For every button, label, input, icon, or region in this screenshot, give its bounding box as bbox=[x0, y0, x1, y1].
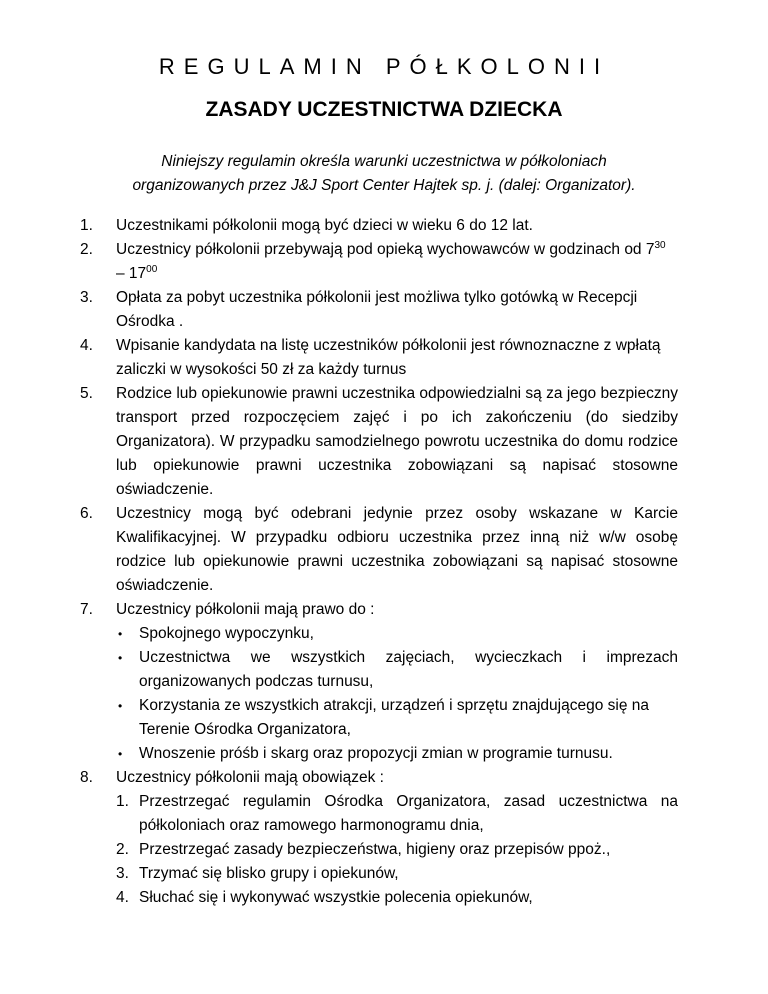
rule-item bbox=[0, 502, 678, 598]
duties-list bbox=[116, 790, 678, 910]
rules-list bbox=[0, 214, 678, 910]
time-dash: – 17 bbox=[116, 265, 147, 282]
duty-text: Słuchać się i wykonywać wszystkie polecenia opiekunów, bbox=[139, 889, 533, 906]
rule-number: 4. bbox=[80, 337, 93, 354]
rights-text: Uczestnictwa we wszystkich zajęciach, wycieczkach i imprezach organizowanych podczas turnusu, bbox=[139, 649, 678, 690]
rule-item bbox=[0, 286, 678, 334]
document-subtitle: ZASADY UCZESTNICTWA DZIECKA bbox=[205, 98, 563, 121]
rule-text: Uczestnicy mogą być odebrani jedynie przez osoby wskazane w Karcie Kwalifikacyjnej. W przypadku odbioru uczestnika przez inną niż w/w osobę rodzice lub opiekunowie prawni uczestnika zobowiązani są napisać stosowne oświadczenie. bbox=[116, 505, 678, 594]
rights-text: Spokojnego wypoczynku, bbox=[139, 625, 314, 642]
bullet-icon: • bbox=[118, 627, 123, 641]
duty-number: 1. bbox=[116, 793, 129, 810]
rule-item bbox=[0, 766, 678, 910]
time-superscript: 00 bbox=[146, 263, 158, 275]
bullet-icon: • bbox=[118, 699, 123, 713]
rights-text: Korzystania ze wszystkich atrakcji, urządzeń i sprzętu znajdującego się na Terenie Ośrodka Organizatora, bbox=[139, 697, 650, 738]
rule-item bbox=[0, 598, 678, 766]
duties-item bbox=[116, 790, 678, 838]
rule-text: Uczestnicy półkolonii przebywają pod opieką wychowawców w godzinach od 7 bbox=[116, 241, 655, 258]
rule-item bbox=[0, 382, 678, 502]
rule-text: Uczestnicy półkolonii mają prawo do : bbox=[116, 601, 375, 618]
bullet-icon: • bbox=[118, 747, 123, 761]
rule-text: Wpisanie kandydata na listę uczestników półkolonii jest równoznaczne z wpłatą zaliczki w wysokości 50 zł za każdy turnus bbox=[116, 337, 661, 378]
duties-item bbox=[116, 838, 678, 862]
duty-text: Przestrzegać regulamin Ośrodka Organizatora, zasad uczestnictwa na półkoloniach oraz ramowego harmonogramu dnia, bbox=[139, 793, 678, 834]
rights-item bbox=[116, 742, 678, 766]
rights-text: Wnoszenie próśb i skarg oraz propozycji zmian w programie turnusu. bbox=[139, 745, 613, 762]
rule-number: 2. bbox=[80, 241, 93, 258]
rule-text: Rodzice lub opiekunowie prawni uczestnika odpowiedzialni są za jego bezpieczny transport przed rozpoczęciem zajęć i po ich zakończeniu (do siedziby Organizatora). W przypadku samodzielnego powrotu uczestnika do domu rodzice lub opiekunowie prawni uczestnika zobowiązani są napisać stosowne oświadczenie. bbox=[116, 385, 678, 498]
rule-text: Opłata za pobyt uczestnika półkolonii jest możliwa tylko gotówką w Recepcji Ośrodka . bbox=[116, 289, 638, 330]
duty-number: 3. bbox=[116, 865, 129, 882]
duty-text: Przestrzegać zasady bezpieczeństwa, higieny oraz przepisów ppoż., bbox=[139, 841, 611, 858]
intro-paragraph bbox=[120, 150, 648, 198]
rule-item bbox=[0, 238, 678, 286]
rule-text: Uczestnicy półkolonii mają obowiązek : bbox=[116, 769, 384, 786]
intro-line: Niniejszy regulamin określa warunki uczestnictwa w półkoloniach bbox=[161, 153, 607, 170]
time-superscript: 30 bbox=[654, 239, 666, 251]
rule-number: 8. bbox=[80, 769, 93, 786]
bullet-icon: • bbox=[118, 651, 123, 665]
duties-item bbox=[116, 886, 678, 910]
rule-number: 3. bbox=[80, 289, 93, 306]
rule-number: 5. bbox=[80, 385, 93, 402]
duty-number: 4. bbox=[116, 889, 129, 906]
duty-number: 2. bbox=[116, 841, 129, 858]
rights-item bbox=[116, 622, 678, 646]
intro-line: organizowanych przez J&J Sport Center Hajtek sp. j. (dalej: Organizator). bbox=[132, 177, 636, 194]
rule-number: 7. bbox=[80, 601, 93, 618]
duties-item bbox=[116, 862, 678, 886]
rights-item bbox=[116, 646, 678, 694]
rule-text: Uczestnikami półkolonii mogą być dzieci w wieku 6 do 12 lat. bbox=[116, 217, 533, 234]
rights-list bbox=[116, 622, 678, 766]
rights-item bbox=[116, 694, 678, 742]
duty-text: Trzymać się blisko grupy i opiekunów, bbox=[139, 865, 399, 882]
rule-item bbox=[0, 214, 678, 238]
rule-number: 6. bbox=[80, 505, 93, 522]
document-title: REGULAMIN PÓŁKOLONII bbox=[158, 54, 610, 79]
rule-number: 1. bbox=[80, 217, 93, 234]
rule-item bbox=[0, 334, 678, 382]
